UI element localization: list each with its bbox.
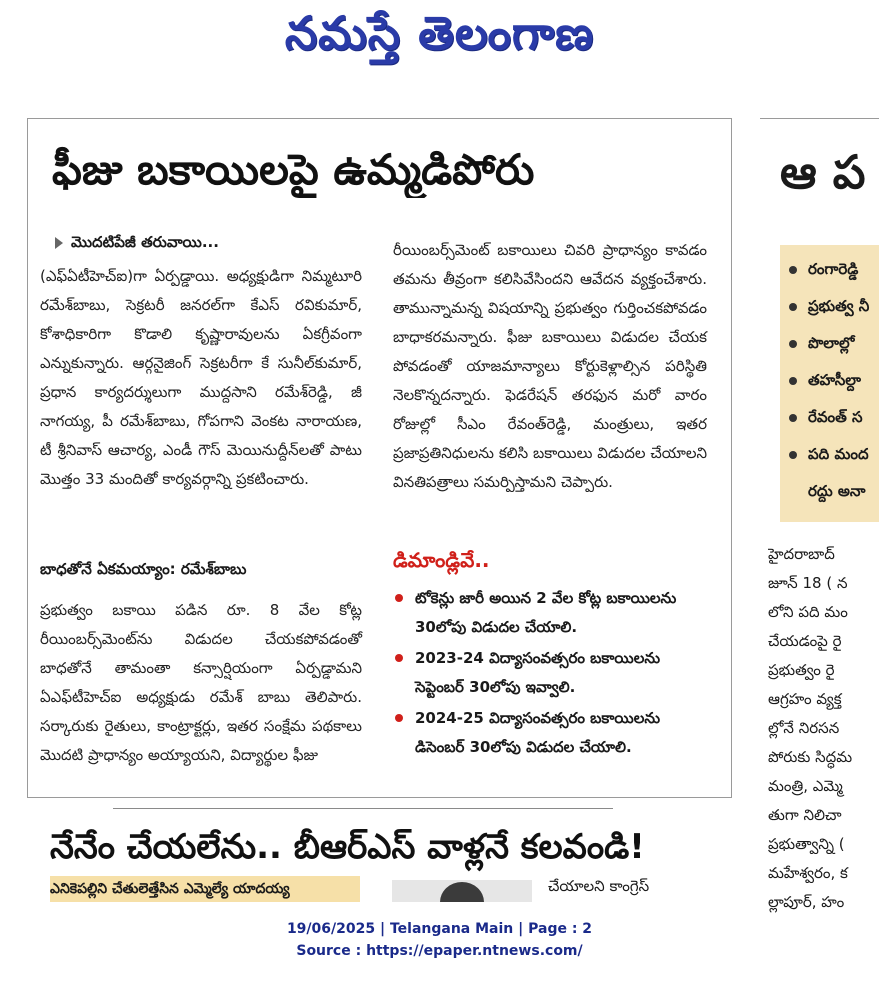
text-line: జూన్ 18 ( న bbox=[768, 574, 848, 592]
right-article-headline: ఆ ప bbox=[780, 145, 866, 199]
paragraph: రీయింబర్స్‌మెంట్ బకాయిలు చివరి ప్రాధాన్యం కావడం తమను తీవ్రంగా కలిసివేసిందని ఆవేదన వ్యక్తంచేశారు. తామున్నామన్న విషయాన్ని ప్రభుత్వం గుర్తించకపోవడం బాధాకరమన్నారు. ఫీజు బకాయిలు విడుదల చేయక పోవడంతో యాజమాన్యాలు కోర్టుకెళ్లాల్సిన పరిస్థితి నెలకొన్నదన్నారు. ఫెడరేషన్ తరఫున మరో వారం రోజుల్లో సీఎం రేవంత్‌రెడ్డి, మంత్రులు, ఇతర ప్రజాప్రతినిధులను కలిసి బకాయిలు విడుదల చేయాలని వినతిపత్రాలు సమర్పిస్తామని చెప్పారు. bbox=[393, 241, 707, 491]
list-item: రంగారెడ్డి bbox=[780, 251, 879, 288]
list-item: 2024-25 విద్యాసంవత్సరం బకాయిలను డిసెంబర్ 30లోపు విడుదల చేయాలి. bbox=[393, 704, 693, 762]
article-headline: ఫీజు బకాయిలపై ఉమ్మడిపోరు bbox=[52, 145, 535, 194]
bullet-icon bbox=[789, 451, 797, 459]
text-line: ల్లోనే నిరసన bbox=[768, 719, 840, 737]
newspaper-logo: నమస్తే తెలంగాణ bbox=[284, 6, 595, 60]
list-item: పొలాల్లో bbox=[780, 325, 879, 362]
text-line: హైదరాబాద్ bbox=[768, 545, 835, 563]
second-article-headline: నేనేం చేయలేను.. బీఆర్ఎస్ వాళ్లనే కలవండి! bbox=[50, 827, 645, 867]
article-column-2 bbox=[393, 236, 707, 497]
right-article-highlights bbox=[780, 245, 879, 522]
text-line: పోరుకు సిద్ధమ bbox=[768, 748, 853, 766]
portrait-photo bbox=[392, 880, 532, 902]
list-item: టోకెన్లు జారీ అయిన 2 వేల కోట్ల బకాయిలను 30లోపు విడుదల చేయాలి. bbox=[393, 584, 693, 642]
kicker-text: మొదటిపేజీ తరువాయి... bbox=[71, 233, 219, 251]
bullet-icon bbox=[789, 340, 797, 348]
text-line: తుగా నిలిచా bbox=[768, 806, 842, 824]
article-column-1b bbox=[40, 596, 362, 770]
paragraph: ప్రభుత్వం బకాయి పడిన రూ. 8 వేల కోట్ల రీయింబర్స్‌మెంట్‌ను విడుదల చేయకపోవడంతో బాధతోనే తామంతా కన్సార్షియంగా ఏర్పడ్డామని ఏఎఫ్‌టీహెచ్ఐ అధ్యక్షుడు రమేశ్ బాబు తెలిపారు. సర్కారుకు రైతులు, కాంట్రాక్టర్లు, ఇతర సంక్షేమ పథకాలు మొదటి ప్రాధాన్యం అయ్యాయని, విద్యార్థుల ఫీజు bbox=[40, 601, 362, 764]
arrow-right-icon bbox=[55, 237, 63, 249]
bullet-icon bbox=[789, 377, 797, 385]
list-item: తహసీల్దా bbox=[780, 362, 879, 399]
text-line: మంత్రి, ఎమ్మె bbox=[768, 777, 843, 795]
list-item: రద్దు అనా bbox=[808, 482, 866, 500]
list-item: పది మంద bbox=[780, 436, 879, 473]
bullet-icon bbox=[395, 654, 403, 662]
list-item: 2023-24 విద్యాసంవత్సరం బకాయిలను సెప్టెంబర్ 30లోపు ఇవ్వాలి. bbox=[393, 644, 693, 702]
text-line: ల్లాపూర్, హం bbox=[768, 893, 845, 911]
bullet-icon bbox=[395, 594, 403, 602]
second-article-column: చేయాలని కాంగ్రెస్ bbox=[548, 877, 650, 895]
bullet-icon bbox=[395, 714, 403, 722]
article-subhead: బాధతోనే ఏకమయ్యాం: రమేశ్‌బాబు bbox=[40, 560, 247, 578]
text-line: ప్రభుత్వం రై bbox=[768, 661, 835, 679]
text-line: లోని పది మం bbox=[768, 603, 848, 621]
person-silhouette-icon bbox=[440, 882, 484, 902]
photo-caption: ఎనికెపల్లిని చేతులెత్తేసిన ఎమ్మెల్యే యాదయ్య bbox=[50, 876, 360, 902]
paragraph: (ఎఫ్ఏటీహెచ్ఐ)గా ఏర్పడ్డాయి. అధ్యక్షుడిగా నిమ్మటూరి రమేశ్‌బాబు, సెక్రటరీ జనరల్‌గా కేఎస్ రవికుమార్, కోశాధికారిగా కొడాలి కృష్ణారావులను ఏకగ్రీవంగా ఎన్నుకున్నారు. ఆర్గనైజింగ్ సెక్రటరీగా కే సునీల్‌కుమార్, ప్రధాన కార్యదర్శులుగా ముద్దసాని రమేశ్‌రెడ్డి, జీ నాగయ్య, పీ రమేశ్‌బాబు, గోపగాని వెంకట నారాయణ, టీ శ్రీనివాస్ ఆచార్య, ఎండీ గౌస్ మెయినుద్దీన్‌లతో పాటు మొత్తం 33 మందితో కార్యవర్గాన్ని ప్రకటించారు. bbox=[40, 267, 362, 488]
bullet-icon bbox=[789, 414, 797, 422]
article-column-1 bbox=[40, 262, 362, 494]
bullet-icon bbox=[789, 303, 797, 311]
page-footer bbox=[0, 918, 879, 962]
footer-source-line[interactable]: Source : https://epaper.ntnews.com/ bbox=[296, 943, 583, 959]
text-line: చేయడంపై రై bbox=[768, 632, 842, 650]
list-item: రేవంత్ స bbox=[780, 399, 879, 436]
footer-date-line: 19/06/2025 | Telangana Main | Page : 2 bbox=[286, 921, 593, 937]
list-item: ప్రభుత్వ నీ bbox=[780, 288, 879, 325]
demands-title: డిమాండ్లివే.. bbox=[393, 548, 490, 572]
demands-list bbox=[393, 584, 693, 764]
divider bbox=[760, 118, 879, 119]
divider bbox=[113, 808, 613, 809]
bullet-icon bbox=[789, 266, 797, 274]
text-line: మహేశ్వరం, క bbox=[768, 864, 848, 882]
text-line: ప్రభుత్వాన్ని ( bbox=[768, 835, 845, 853]
continuation-kicker bbox=[55, 230, 219, 254]
right-article-column bbox=[768, 540, 879, 917]
masthead bbox=[0, 0, 879, 80]
text-line: ఆగ్రహం వ్యక్త bbox=[768, 690, 842, 708]
